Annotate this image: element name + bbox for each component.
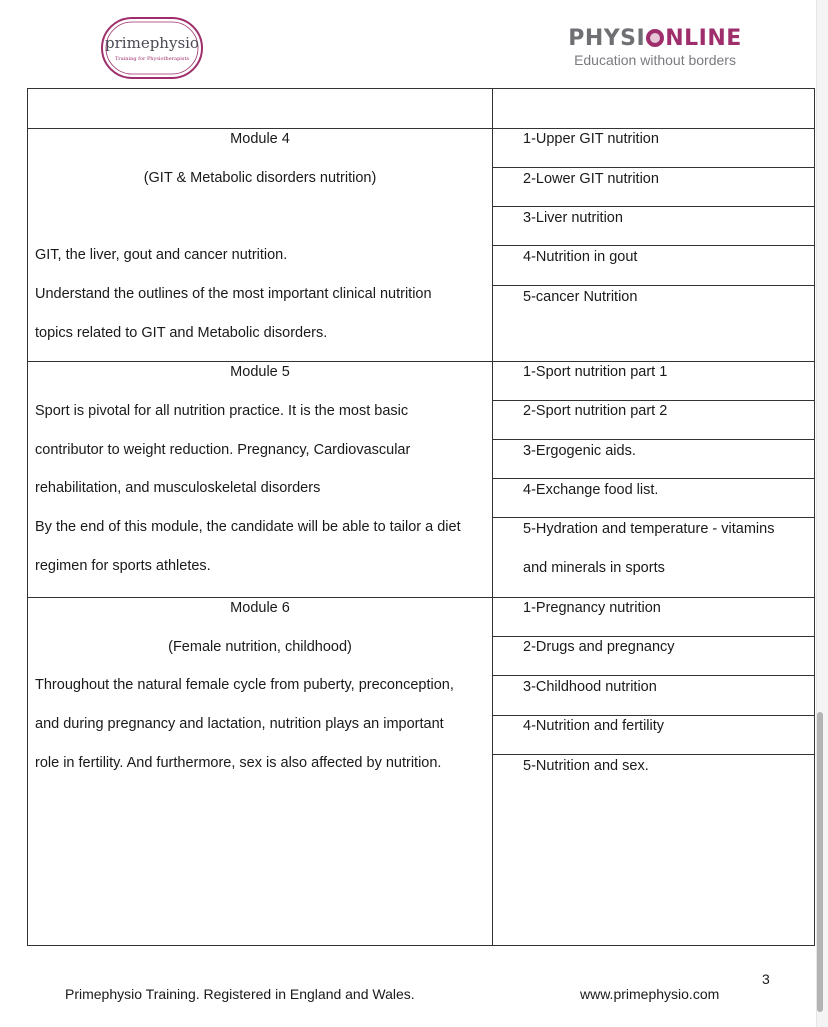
module-4-desc-line: GIT, the liver, gout and cancer nutrition. (35, 247, 288, 263)
module-5-topic: 3-Ergogenic aids. (523, 443, 636, 459)
module-4-topic: 4-Nutrition in gout (523, 249, 638, 265)
module-4-desc-line: Understand the outlines of the most important clinical nutrition (35, 286, 432, 302)
module-6-topic: 5-Nutrition and sex. (523, 758, 649, 774)
module-5-desc-line: By the end of this module, the candidate will be able to tailor a diet (35, 519, 461, 535)
module-5-topic: and minerals in sports (523, 560, 665, 576)
physionline-brand: PHYSI NLINE (568, 26, 742, 51)
module-5-topic: 2-Sport nutrition part 2 (523, 403, 668, 419)
module-4-subtitle: (GIT & Metabolic disorders nutrition) (143, 170, 377, 186)
physionline-logo (560, 26, 750, 68)
logo-tagline: Training for Physiotherapists (114, 56, 190, 62)
module-4-topic: 3-Liver nutrition (523, 210, 623, 226)
module-5-desc-line: rehabilitation, and musculoskeletal disorders (35, 480, 321, 496)
module-5-title: Module 5 (230, 364, 290, 380)
module-5-topic: 5-Hydration and temperature - vitamins (523, 521, 775, 537)
module-4-topic: 1-Upper GIT nutrition (523, 131, 659, 147)
page-number: 3 (762, 971, 770, 987)
module-6-title: Module 6 (230, 600, 290, 616)
module-5-desc-line: regimen for sports athletes. (35, 558, 211, 574)
module-4-topic: 5-cancer Nutrition (523, 289, 638, 305)
module-4-topic: 2-Lower GIT nutrition (523, 171, 659, 187)
logo-name: primephysio (105, 34, 199, 52)
module-6-desc-line: Throughout the natural female cycle from puberty, preconception, (35, 677, 454, 693)
module-6-topic: 4-Nutrition and fertility (523, 718, 665, 734)
footer-registration: Primephysio Training. Registered in England and Wales. (65, 986, 415, 1002)
module-4-title: Module 4 (230, 131, 290, 147)
scrollbar-thumb[interactable] (817, 712, 823, 1012)
module-4-desc-line: topics related to GIT and Metabolic disorders. (35, 325, 328, 341)
module-6-topic: 3-Childhood nutrition (523, 679, 657, 695)
footer-website: www.primephysio.com (580, 986, 720, 1002)
module-6-topic: 2-Drugs and pregnancy (523, 639, 675, 655)
primephysio-logo (100, 16, 204, 80)
module-6-desc-line: and during pregnancy and lactation, nutrition plays an important (35, 716, 444, 732)
module-5-desc-line: contributor to weight reduction. Pregnancy, Cardiovascular (35, 442, 411, 458)
module-6-subtitle: (Female nutrition, childhood) (168, 639, 352, 655)
module-5-topic: 4-Exchange food list. (523, 482, 659, 498)
module-5-desc-line: Sport is pivotal for all nutrition practice. It is the most basic (35, 403, 409, 419)
module-5-topic: 1-Sport nutrition part 1 (523, 364, 668, 380)
modules-table (27, 88, 815, 946)
module-6-topic: 1-Pregnancy nutrition (523, 600, 661, 616)
module-6-desc-line: role in fertility. And furthermore, sex is also affected by nutrition. (35, 755, 442, 771)
logo-o-icon (646, 29, 664, 47)
physionline-tagline: Education without borders (574, 52, 736, 68)
